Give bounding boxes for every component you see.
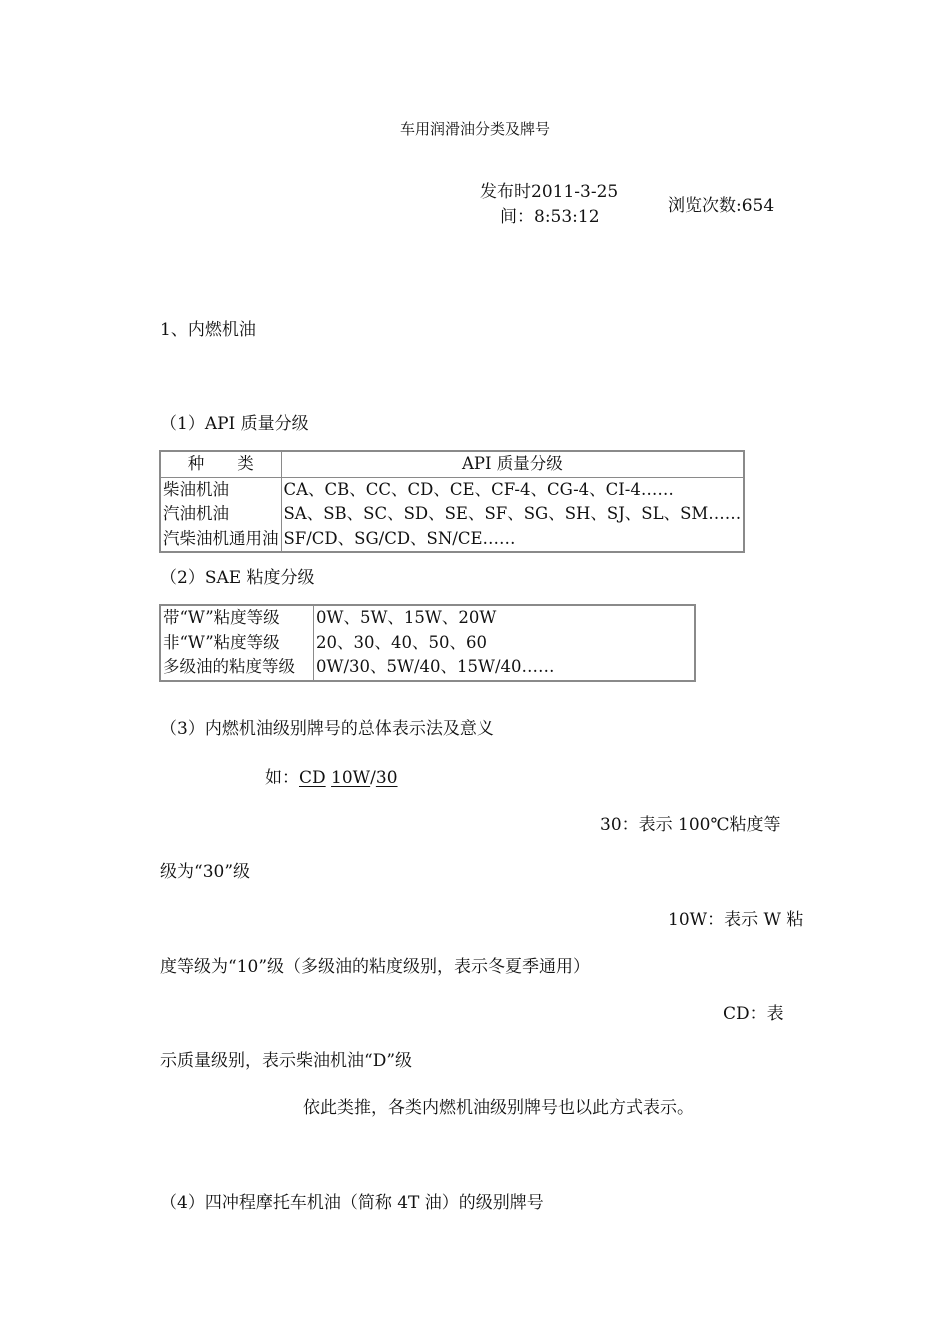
subheading-api-grade: （1）API 质量分级 bbox=[160, 414, 309, 434]
table-header-api-grade: API 质量分级 bbox=[281, 451, 744, 477]
subheading-4t-oil: （4）四冲程摩托车机油（简称 4T 油）的级别牌号 bbox=[160, 1193, 544, 1213]
example-cd: CD bbox=[299, 768, 326, 788]
example-prefix: 如： bbox=[265, 768, 299, 788]
table-header-kind: 种 类 bbox=[160, 451, 281, 477]
value-multigrade: 0W/30、5W/40、15W/40…… bbox=[316, 657, 555, 676]
kind-gasoline: 汽油机油 bbox=[163, 504, 229, 523]
table-row bbox=[160, 605, 695, 681]
value-non-w-grade: 20、30、40、50、60 bbox=[316, 632, 487, 652]
label-multigrade: 多级油的粘度等级 bbox=[163, 657, 295, 676]
table-header-row bbox=[160, 451, 744, 477]
example-line bbox=[265, 766, 398, 790]
kind-diesel: 柴油机油 bbox=[163, 479, 229, 499]
explain-cd-line1: CD：表 bbox=[723, 1004, 784, 1024]
value-w-grade: 0W、5W、15W、20W bbox=[316, 608, 497, 627]
publish-time-line2: 间：8:53:12 bbox=[500, 207, 600, 227]
explain-30-line2: 级为“30”级 bbox=[160, 862, 251, 882]
explain-10w-line2: 度等级为“10”级（多级油的粘度级别，表示冬夏季通用） bbox=[160, 957, 591, 977]
label-non-w-grade: 非“W”粘度等级 bbox=[163, 632, 280, 652]
example-10w: 10W bbox=[331, 768, 371, 788]
table-row bbox=[160, 477, 744, 552]
explain-30-line1: 30：表示 100℃粘度等 bbox=[600, 815, 781, 835]
grade-cell bbox=[281, 477, 744, 552]
publish-time-line1: 发布时2011-3-25 bbox=[480, 182, 619, 202]
grade-universal: SF/CD、SG/CD、SN/CE…… bbox=[283, 528, 516, 548]
analogy-note: 依此类推，各类内燃机油级别牌号也以此方式表示。 bbox=[303, 1098, 694, 1118]
sae-viscosity-table bbox=[159, 604, 696, 682]
explain-cd-line2: 示质量级别，表示柴油机油“D”级 bbox=[160, 1051, 413, 1071]
viscosity-label-cell bbox=[160, 605, 314, 681]
grade-gasoline: SA、SB、SC、SD、SE、SF、SG、SH、SJ、SL、SM…… bbox=[283, 504, 742, 523]
label-w-grade: 带“W”粘度等级 bbox=[163, 608, 280, 627]
section-heading-engine-oil: 1、内燃机油 bbox=[160, 320, 256, 340]
example-slash: / bbox=[370, 768, 376, 788]
grade-diesel: CA、CB、CC、CD、CE、CF-4、CG-4、CI-4…… bbox=[283, 479, 674, 499]
subheading-designation: （3）内燃机油级别牌号的总体表示法及意义 bbox=[160, 719, 494, 739]
explain-10w-line1: 10W：表示 W 粘 bbox=[668, 910, 804, 930]
api-grade-table bbox=[159, 450, 745, 553]
kind-universal: 汽柴油机通用油 bbox=[163, 528, 279, 548]
viscosity-value-cell bbox=[314, 605, 696, 681]
subheading-sae-viscosity: （2）SAE 粘度分级 bbox=[160, 568, 315, 588]
view-count: 浏览次数:654 bbox=[668, 196, 775, 216]
example-30: 30 bbox=[375, 768, 398, 788]
document-title: 车用润滑油分类及牌号 bbox=[399, 120, 550, 138]
kind-cell bbox=[160, 477, 281, 552]
